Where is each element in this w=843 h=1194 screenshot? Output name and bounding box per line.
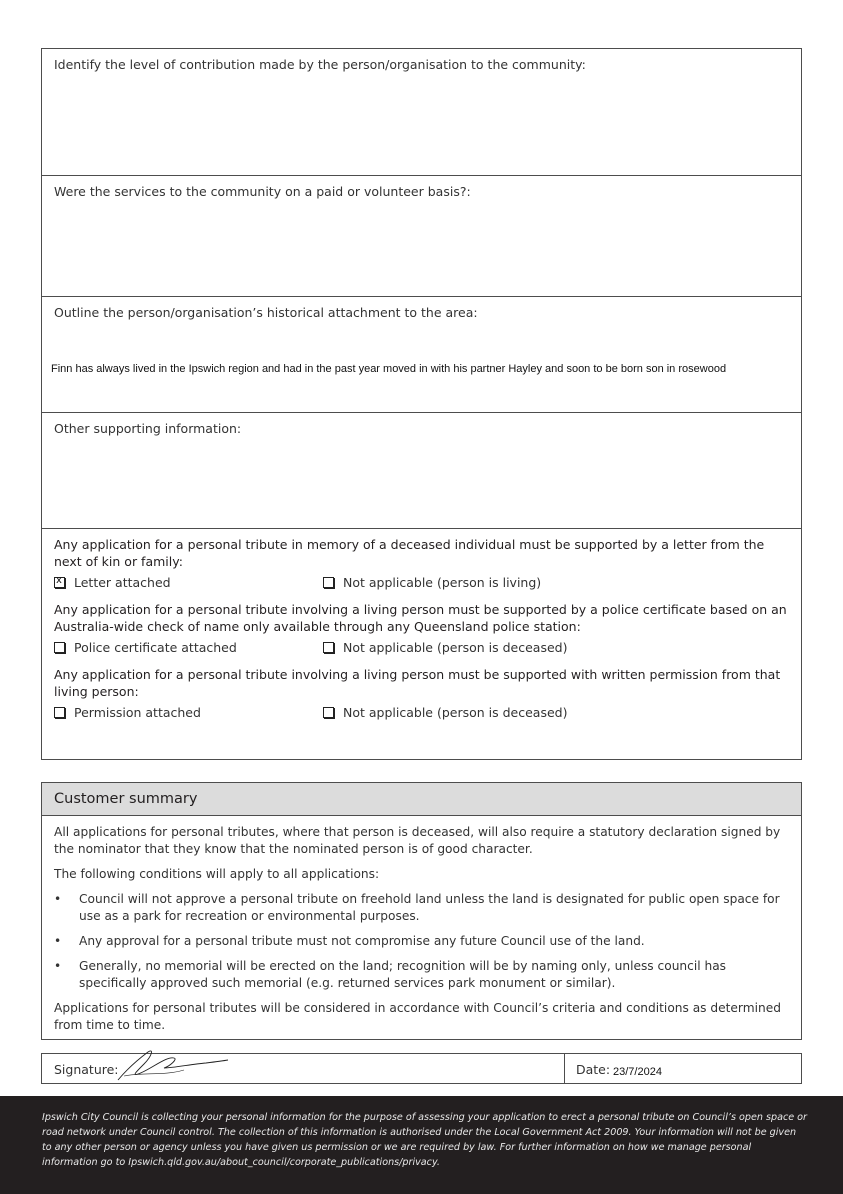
question-label: Were the services to the community on a paid or volunteer basis?: <box>54 184 471 199</box>
bullet-icon: • <box>54 892 62 906</box>
bullet-icon: • <box>54 934 62 948</box>
condition-item: • Generally, no memorial will be erected on the land; recognition will be by naming only, unless council has specifically approved such memorial (e.g. returned services park monument or similar). <box>54 959 727 990</box>
requirement-text: Any application for a personal tribute involving a living person must be supported with written permission from that living person: <box>54 667 781 699</box>
condition-item: • Any approval for a personal tribute must not compromise any future Council use of the land. <box>54 934 645 948</box>
question-label: Identify the level of contribution made by the person/organisation to the community: <box>54 57 586 72</box>
checkbox-label: Not applicable (person is deceased) <box>343 705 568 720</box>
not-applicable-living-checkbox[interactable] <box>323 577 334 588</box>
question-label: Outline the person/organisation’s historical attachment to the area: <box>54 305 478 320</box>
question-historical-attachment <box>42 297 801 413</box>
signature-scribble <box>114 1046 234 1086</box>
customer-summary-box <box>41 782 802 1040</box>
condition-item: • Council will not approve a personal tribute on freehold land unless the land is designated for public open space for use as a park for recreation or environmental purposes. <box>54 892 780 923</box>
checkbox-label: Letter attached <box>74 575 171 590</box>
checkbox-label: Not applicable (person is deceased) <box>343 640 568 655</box>
check-mark-icon: x <box>56 575 62 586</box>
signature-label: Signature: <box>54 1062 119 1077</box>
checkbox-label: Not applicable (person is living) <box>343 575 542 590</box>
not-applicable-deceased-checkbox[interactable] <box>323 707 334 718</box>
checkbox-label: Police certificate attached <box>74 640 237 655</box>
police-certificate-checkbox[interactable] <box>54 642 65 653</box>
question-label: Other supporting information: <box>54 421 242 436</box>
privacy-notice: Ipswich City Council is collecting your personal information for the purpose of assessing your application to erect a personal tribute on Council’s open space or road network under Council control. The collection of this information is authorised under the Local Government Act 2009. Your information will not be given to any other person or agency unless you have given us permission or we are required by law. For further information on how we manage personal information go to Ipswich.qld.gov.au/about_council/corporate_publications/privacy. <box>42 1112 807 1168</box>
conditions-intro: The following conditions will apply to all applications: <box>54 867 380 881</box>
question-paid-volunteer <box>42 176 801 297</box>
requirement-text: Any application for a personal tribute involving a living person must be supported by a police certificate based on an Australia-wide check of name only available through any Queensland police station: <box>54 602 787 634</box>
summary-title: Customer summary <box>54 791 198 807</box>
signature-field[interactable] <box>42 1054 565 1083</box>
summary-header <box>42 783 801 816</box>
questions-box <box>41 48 802 760</box>
answer-historical-attachment[interactable]: Finn has always lived in the Ipswich region and had in the past year moved in with his partner Hayley and soon to be born son in rosewood <box>51 363 727 375</box>
signature-box <box>41 1053 802 1084</box>
requirement-text: Any application for a personal tribute in memory of a deceased individual must be supported by a letter from the next of kin or family: <box>54 537 765 569</box>
summary-intro: All applications for personal tributes, where that person is deceased, will also require a statutory declaration signed by the nominator that they know that the nominated person is of good character. <box>54 825 781 856</box>
checkbox-row <box>54 705 789 723</box>
privacy-footer <box>0 1096 843 1194</box>
not-applicable-deceased-checkbox[interactable] <box>323 642 334 653</box>
date-field[interactable] <box>564 1054 801 1083</box>
answer-contribution[interactable] <box>51 89 791 159</box>
date-label: Date: <box>576 1062 611 1077</box>
summary-body <box>42 816 801 1046</box>
checkbox-label: Permission attached <box>74 705 201 720</box>
letter-attached-checkbox[interactable] <box>54 577 65 588</box>
date-value: 23/7/2024 <box>613 1066 662 1078</box>
question-other-info <box>42 413 801 529</box>
summary-closing: Applications for personal tributes will be considered in accordance with Council’s criteria and conditions as determined from time to time. <box>54 1001 781 1032</box>
question-contribution <box>42 49 801 176</box>
requirements-section <box>42 529 801 760</box>
answer-other-info[interactable] <box>51 453 791 513</box>
answer-paid-volunteer[interactable] <box>51 216 791 276</box>
bullet-icon: • <box>54 959 62 973</box>
permission-attached-checkbox[interactable] <box>54 707 65 718</box>
checkbox-row <box>54 640 789 658</box>
checkbox-row <box>54 575 789 593</box>
